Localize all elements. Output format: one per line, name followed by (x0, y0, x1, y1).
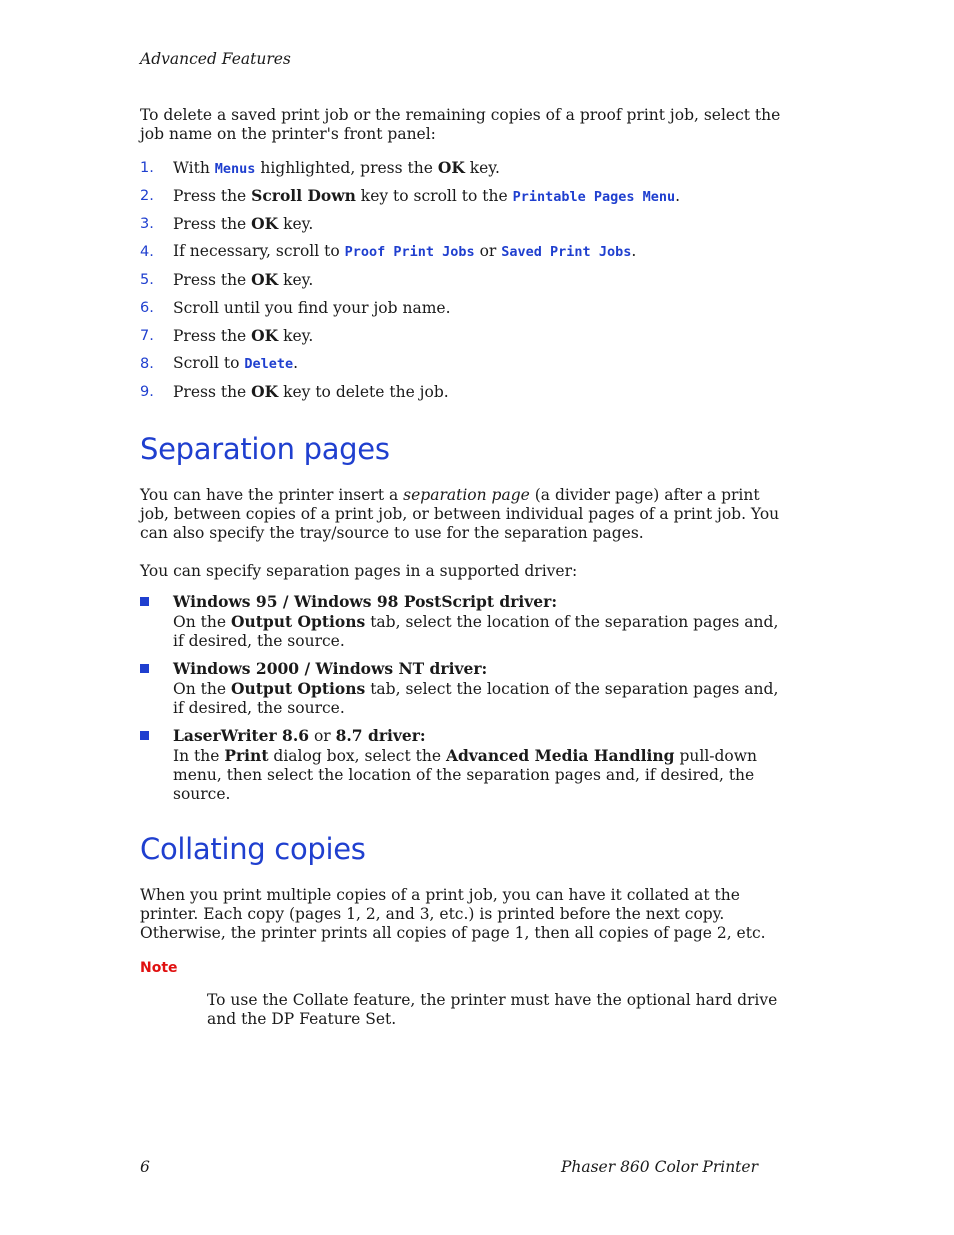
separation-paragraph: You can have the printer insert a separation page (a divider page) after a print job, between copies of a print job, or between individual pages of a print job. You can also specify the tray/source to use for the separation pages. (140, 486, 780, 542)
driver-list-item: LaserWriter 8.6 or 8.7 driver: In the Print dialog box, select the Advanced Media Handling pull-down menu, then select the location of the separation pages and, if desired, the source. (140, 726, 785, 804)
driver-list (140, 592, 785, 804)
driver-list-item: Windows 95 / Windows 98 PostScript driver: On the Output Options tab, select the location of the separation pages and, if desired, the source. (140, 592, 785, 651)
step-text: Press the OK key. (173, 270, 314, 289)
step-text: Press the Scroll Down key to scroll to the Printable Pages Menu. (173, 185, 681, 205)
bullet-square-icon (140, 731, 149, 740)
step-number: 9. (140, 383, 154, 400)
step-number: 5. (140, 271, 154, 288)
section-heading-collating-copies: Collating copies (140, 832, 366, 866)
driver-intro-paragraph: You can specify separation pages in a supported driver: (140, 562, 578, 580)
step-text: Scroll to Delete. (173, 354, 299, 372)
step-item (140, 182, 785, 210)
step-text: With Menus highlighted, press the OK key. (173, 157, 500, 177)
running-header: Advanced Features (140, 50, 291, 68)
step-number: 6. (140, 299, 154, 316)
step-number: 4. (140, 243, 154, 260)
product-name: Phaser 860 Color Printer (560, 1158, 758, 1176)
step-item (140, 294, 785, 322)
step-item (140, 378, 785, 406)
step-text: Scroll until you find your job name. (173, 298, 451, 317)
step-item (140, 350, 785, 378)
section-heading-separation-pages: Separation pages (140, 432, 390, 466)
note-label: Note (140, 960, 178, 976)
note-text: To use the Collate feature, the printer must have the optional hard drive and the DP Feature Set. (207, 991, 778, 1028)
page-content (140, 106, 785, 1029)
page-number: 6 (140, 1158, 150, 1176)
step-number: 3. (140, 215, 154, 232)
step-item (140, 266, 785, 294)
step-text: Press the OK key to delete the job. (173, 382, 449, 401)
delete-job-steps (140, 154, 785, 406)
step-number: 7. (140, 327, 154, 344)
bullet-square-icon (140, 597, 149, 606)
step-item (140, 154, 785, 182)
intro-paragraph: To delete a saved print job or the remaining copies of a proof print job, select the job name on the printer's front panel: (140, 106, 781, 143)
collating-paragraph: When you print multiple copies of a print job, you can have it collated at the printer. Each copy (pages 1, 2, and 3, etc.) is printed before the next copy. Otherwise, the printer prints all copies of page 1, then all copies of page 2, etc. (140, 886, 766, 942)
step-text: If necessary, scroll to Proof Print Jobs or Saved Print Jobs. (173, 242, 637, 260)
step-number: 1. (140, 159, 154, 176)
driver-list-item: Windows 2000 / Windows NT driver: On the Output Options tab, select the location of the separation pages and, if desired, the source. (140, 659, 785, 718)
step-number: 2. (140, 187, 154, 204)
step-item (140, 210, 785, 238)
step-item (140, 322, 785, 350)
step-text: Press the OK key. (173, 326, 314, 345)
step-number: 8. (140, 355, 154, 372)
step-text: Press the OK key. (173, 214, 314, 233)
step-item (140, 238, 785, 266)
bullet-square-icon (140, 664, 149, 673)
